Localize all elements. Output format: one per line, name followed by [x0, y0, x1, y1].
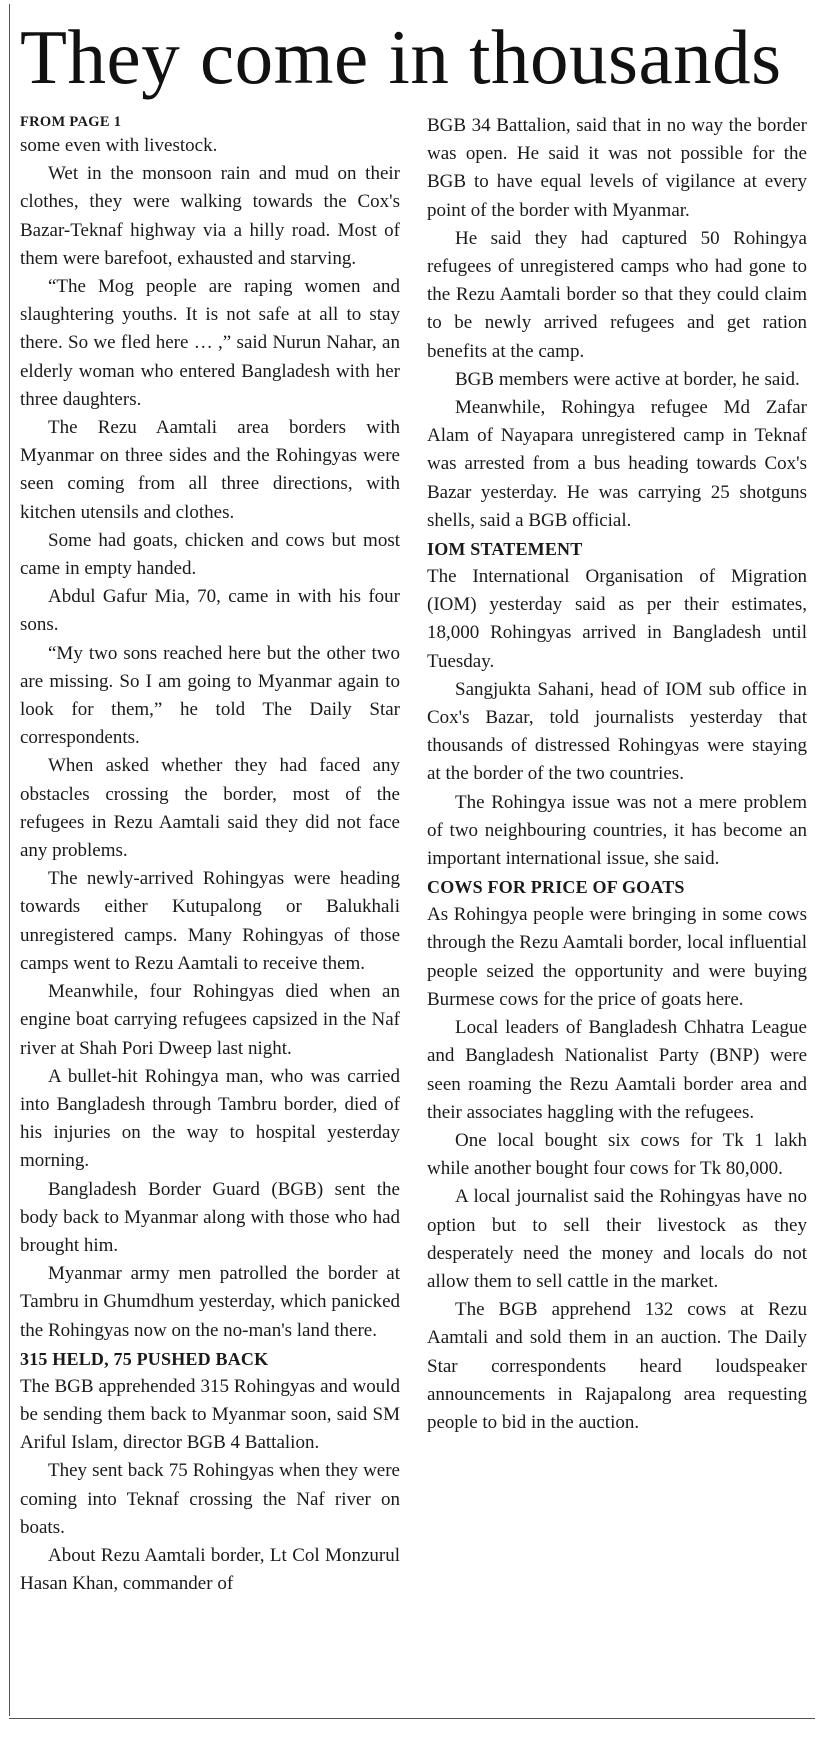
- from-page-label: FROM PAGE 1: [20, 114, 122, 130]
- paragraph: The BGB apprehended 315 Rohingyas and would be sending them back to Myanmar soon, said SM Ariful Islam, director BGB 4 Battalion.: [20, 1375, 400, 1454]
- paragraph: A local journalist said the Rohingyas have no option but to sell their livestock as they desperately need the money and locals do not allow them to sell cattle in the market.: [427, 1186, 807, 1292]
- subhead-cows-for-goats: COWS FOR PRICE OF GOATS: [427, 877, 685, 898]
- paragraph: The Rohingya issue was not a mere problem of two neighbouring countries, it has become an important international issue, she said.: [427, 791, 807, 870]
- headline: They come in thousands: [20, 14, 782, 100]
- paragraph: The International Organisation of Migration (IOM) yesterday said as per their estimates, 18,000 Rohingyas arrived in Bangladesh until Tuesday.: [427, 566, 807, 672]
- paragraph: Wet in the monsoon rain and mud on their clothes, they were walking towards the Cox's Bazar-Teknaf highway via a hilly road. Most of them were barefoot, exhausted and starving.: [20, 163, 400, 269]
- paragraph: About Rezu Aamtali border, Lt Col Monzurul Hasan Khan, commander of: [20, 1544, 400, 1595]
- paragraph: The Rezu Aamtali area borders with Myanmar on three sides and the Rohingyas were seen coming from all three directions, with kitchen utensils and clothes.: [20, 417, 400, 523]
- paragraph: He said they had captured 50 Rohingya refugees of unregistered camps who had gone to the Rezu Aamtali border so that they could claim to be newly arrived refugees and get ration benefits at the camp.: [427, 227, 807, 362]
- right-column: [427, 112, 807, 1437]
- paragraph: One local bought six cows for Tk 1 lakh while another bought four cows for Tk 80,000.: [427, 1129, 807, 1180]
- paragraph: Myanmar army men patrolled the border at Tambru in Ghumdhum yesterday, which panicked the Rohingyas now on the no-man's land there.: [20, 1263, 400, 1341]
- paragraph: BGB members were active at border, he said.: [455, 368, 800, 390]
- bottom-rule: [9, 1718, 815, 1719]
- paragraph: Some had goats, chicken and cows but most came in empty handed.: [20, 529, 400, 580]
- paragraph: The BGB apprehend 132 cows at Rezu Aamtali and sold them in an auction. The Daily Star correspondents heard loudspeaker announcements in Rajapalong area requesting people to bid in the auction.: [427, 1299, 807, 1433]
- paragraph: Meanwhile, Rohingya refugee Md Zafar Alam of Nayapara unregistered camp in Teknaf was arrested from a bus heading towards Cox's Bazar yesterday. He was carrying 25 shotguns shells, said a BGB official.: [427, 397, 807, 531]
- paragraph: “My two sons reached here but the other two are missing. So I am going to Myanmar again to look for them,” he told The Daily Star correspondents.: [20, 642, 400, 749]
- paragraph: Abdul Gafur Mia, 70, came in with his four sons.: [20, 586, 400, 636]
- paragraph: BGB 34 Battalion, said that in no way the border was open. He said it was not possible for the BGB to have equal levels of vigilance at every point of the border with Myanmar.: [427, 115, 807, 221]
- left-column-rule: [9, 4, 10, 1716]
- paragraph: A bullet-hit Rohingya man, who was carried into Bangladesh through Tambru border, died of his injuries on the way to hospital yesterday morning.: [20, 1065, 400, 1172]
- paragraph: Bangladesh Border Guard (BGB) sent the body back to Myanmar along with those who had brought him.: [20, 1178, 400, 1256]
- paragraph: Sangjukta Sahani, head of IOM sub office in Cox's Bazar, told journalists yesterday that thousands of distressed Rohingyas were staying at the border of the two countries.: [427, 678, 807, 785]
- paragraph: Meanwhile, four Rohingyas died when an engine boat carrying refugees capsized in the Naf river at Shah Pori Dweep last night.: [20, 981, 400, 1059]
- paragraph: They sent back 75 Rohingyas when they were coming into Teknaf crossing the Naf river on boats.: [20, 1460, 400, 1538]
- paragraph: some even with livestock.: [20, 135, 218, 156]
- paragraph: “The Mog people are raping women and slaughtering youths. It is not safe at all to stay there. So we fled here … ,” said Nurun Nahar, an elderly woman who entered Bangladesh with her three daughters.: [20, 276, 400, 410]
- subhead-held-pushed-back: 315 HELD, 75 PUSHED BACK: [20, 1348, 269, 1369]
- subhead-iom-statement: IOM STATEMENT: [427, 539, 583, 560]
- paragraph: The newly-arrived Rohingyas were heading towards either Kutupalong or Balukhali unregistered camps. Many Rohingyas of those camps went to Rezu Aamtali to receive them.: [20, 868, 400, 974]
- paragraph: As Rohingya people were bringing in some cows through the Rezu Aamtali border, local influential people seized the opportunity and were buying Burmese cows for the price of goats here.: [427, 904, 807, 1010]
- paragraph: When asked whether they had faced any obstacles crossing the border, most of the refugees in Rezu Aamtali said they did not face any problems.: [20, 755, 400, 862]
- paragraph: Local leaders of Bangladesh Chhatra League and Bangladesh Nationalist Party (BNP) were seen roaming the Rezu Aamtali border area and their associates haggling with the refugees.: [427, 1017, 807, 1123]
- left-column: [20, 112, 400, 1598]
